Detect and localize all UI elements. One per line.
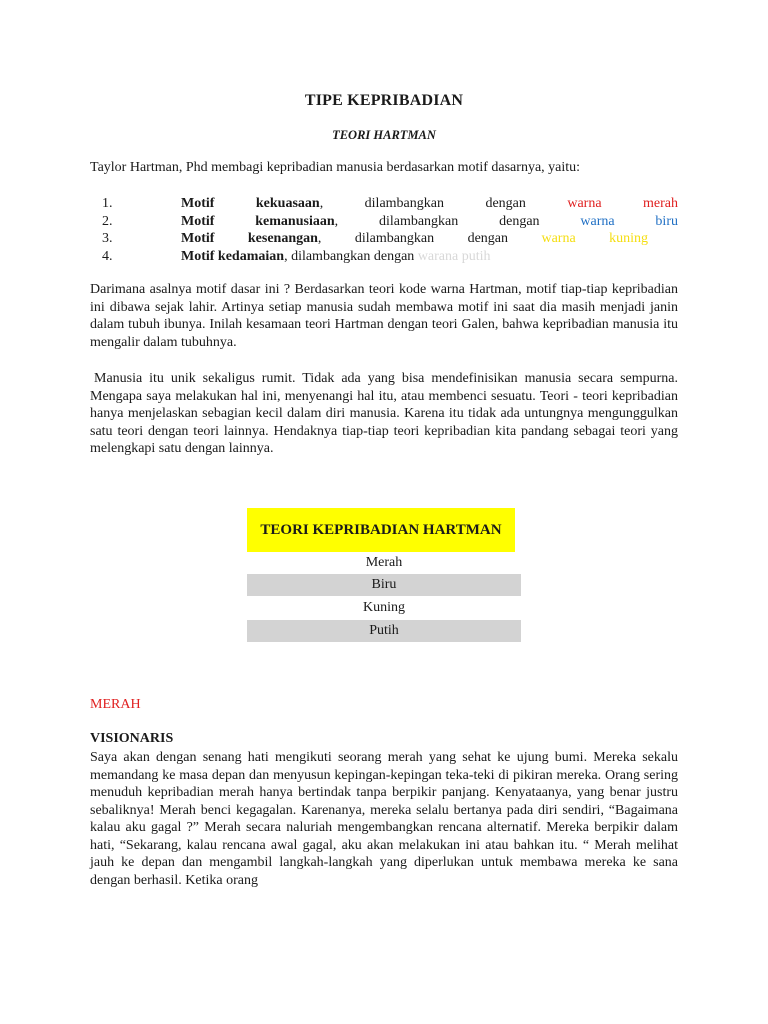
paragraph-uniqueness: Manusia itu unik sekaligus rumit. Tidak ada yang bisa mendefinisikan manusia secara sempurna. Mengapa saya melakukan hal ini, menyenangi hal itu, atau membenci sesuatu. Teori - teori kepribadian hanya menjelaskan sebagian kecil dalam diri manusia. Karena itu tidak ada untungnya mengunggulkan satu teori dengan teori lainnya. Hendaknya tiap-tiap teori kepribadian kita pandang sebagai teori yang melengkapi satu dengan lainnya. bbox=[90, 371, 678, 456]
list-item bbox=[90, 230, 678, 248]
list-item bbox=[90, 248, 678, 266]
list-number: 4. bbox=[102, 248, 113, 264]
motif-list bbox=[90, 195, 678, 265]
list-number: 2. bbox=[102, 213, 113, 229]
list-item-text bbox=[181, 195, 678, 213]
color-name: warna merah bbox=[567, 196, 678, 211]
list-item bbox=[90, 195, 678, 213]
motif-label: Motif kekuasaan bbox=[181, 196, 320, 211]
section-heading: VISIONARIS bbox=[90, 731, 174, 746]
list-item-text bbox=[181, 248, 678, 266]
table-row: Kuning bbox=[363, 600, 405, 615]
paragraph-origin: Darimana asalnya motif dasar ini ? Berdasarkan teori kode warna Hartman, motif tiap-tiap kepribadian ini dibawa sejak lahir. Artinya setiap manusia sudah membawa motif ini saat dia masih menjadi janin dalam tubuh ibunya. Inilah kesamaan teori Hartman dengan teori Galen, bahwa kepribadian manusia itu mengalir dalam tubuhnya. bbox=[90, 282, 678, 350]
motif-label: Motif kesenangan bbox=[181, 231, 318, 246]
color-name: warana putih bbox=[417, 248, 491, 264]
table-header: TEORI KEPRIBADIAN HARTMAN bbox=[247, 508, 515, 552]
motif-description: , dilambangkan dengan bbox=[317, 231, 542, 246]
document-title: TIPE KEPRIBADIAN bbox=[304, 92, 464, 109]
color-name: warna biru bbox=[580, 213, 678, 229]
document-subtitle: TEORI HARTMAN bbox=[332, 128, 436, 142]
motif-description: , dilambangkan dengan bbox=[319, 196, 568, 211]
table-row: Merah bbox=[365, 555, 403, 570]
list-number: 1. bbox=[102, 196, 113, 211]
list-number: 3. bbox=[102, 231, 113, 246]
motif-description: , dilambangkan dengan bbox=[334, 213, 581, 229]
intro-text: Taylor Hartman, Phd membagi kepribadian manusia berdasarkan motif dasarnya, yaitu: bbox=[90, 160, 581, 175]
motif-description: , dilambangkan dengan bbox=[284, 248, 418, 264]
paragraph-visionaris: Saya akan dengan senang hati mengikuti seorang merah yang sehat ke ujung bumi. Mereka sekalu memandang ke masa depan dan menyusun kepingan-kepingan teka-teki di pikiran mereka. Orang sering menuduh kepribadian merah hanya bertindak tanpa berpikir panjang. Kenyataanya, yang benar justru sebaliknya! Merah benci kegagalan. Karenanya, mereka selalu bertanya pada diri sendiri, “Bagaimana kalau aku gagal ?” Merah secara naluriah mengembangkan rencana alternatif. Mereka berpikir dalam hati, “Sekarang, kalau rencana awal gagal, aku akan melakukan ini atau bahkan itu. “ Merah melihat jauh ke depan dan mengambil langkah-langkah yang diperlukan untuk membawa mereka ke sana dengan berhasil. Ketika orang bbox=[90, 750, 678, 888]
table-row: Putih bbox=[247, 620, 521, 642]
table-row: Biru bbox=[247, 574, 521, 596]
list-item-text bbox=[181, 230, 648, 248]
section-color-label: MERAH bbox=[90, 697, 141, 712]
motif-label: Motif kemanusiaan bbox=[181, 213, 335, 229]
list-item bbox=[90, 213, 678, 231]
motif-label: Motif kedamaian bbox=[181, 248, 285, 264]
list-item-text bbox=[181, 213, 678, 231]
color-name: warna kuning bbox=[541, 231, 648, 246]
